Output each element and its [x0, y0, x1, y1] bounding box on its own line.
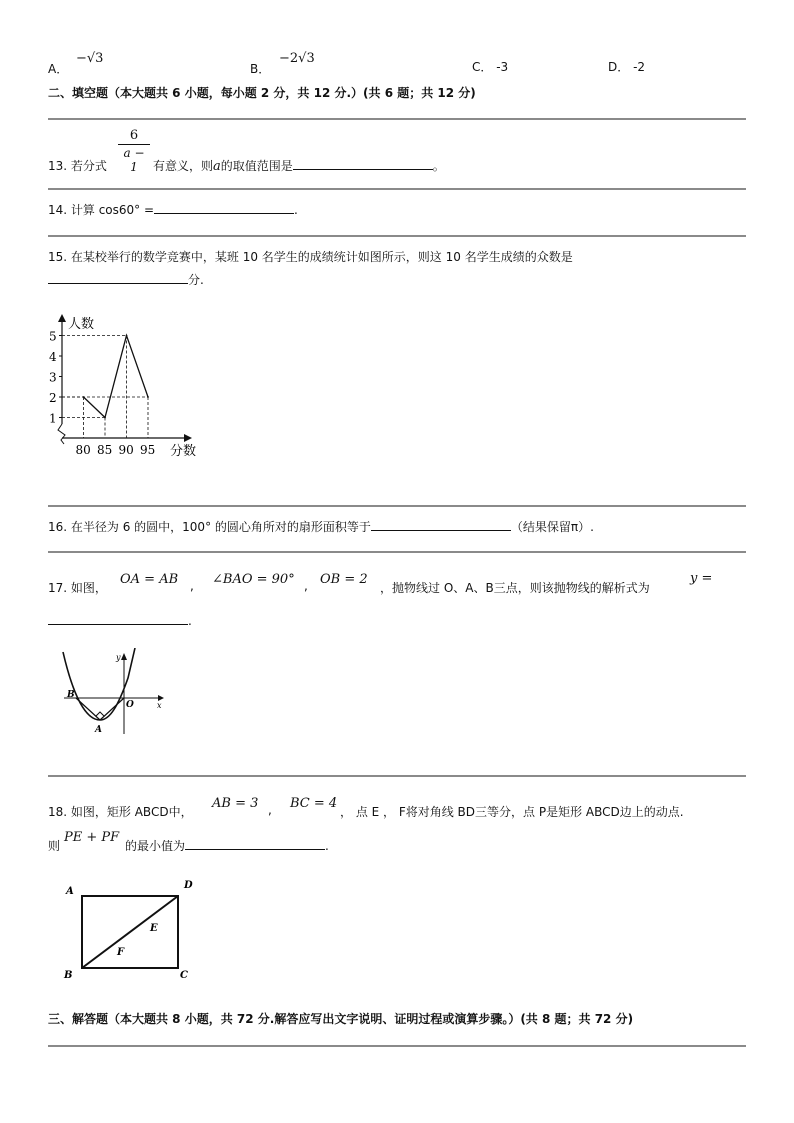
choice-b: [250, 60, 270, 77]
q18-prefix: 18. 如图，矩形 ABCD中，: [48, 805, 193, 819]
section2-heading: 二、填空题（本大题共 6 小题，每小题 2 分，共 12 分.）(共 6 题；共 12 分): [48, 86, 476, 100]
x-axis-label: 分数: [170, 444, 197, 459]
segment-ba: [76, 698, 100, 720]
divider: [48, 1045, 746, 1047]
choice-c: [472, 58, 508, 75]
label-b: B: [67, 690, 75, 700]
q13-var: a: [213, 159, 221, 174]
q13-fraction: [118, 128, 150, 174]
divider: [48, 188, 746, 190]
divider: [48, 505, 746, 507]
label-e: E: [150, 923, 158, 934]
q14-answer-blank[interactable]: [154, 201, 294, 214]
comma: ,: [304, 579, 308, 593]
data-point: [147, 396, 149, 398]
x-tick-label: 95: [140, 443, 156, 457]
q14-text: [48, 201, 298, 218]
q17-eq1: OA = AB: [120, 572, 179, 587]
data-point: [126, 335, 128, 337]
q18-line2-suffix: 的最小值为: [125, 839, 186, 853]
q18-eq2: BC = 4: [290, 796, 338, 811]
label-x: x: [157, 701, 162, 710]
q17-line2: [48, 612, 192, 628]
q16-answer-blank[interactable]: [371, 518, 511, 531]
q17-eq2: ∠BAO = 90°: [212, 572, 295, 587]
rectangle-figure: [60, 874, 200, 984]
segment-ao: [100, 698, 124, 720]
label-o: O: [126, 700, 134, 710]
q18-mid: ， 点 E ， F将对角线 BD三等分，点 P是矩形 ABCD边上的动点.: [340, 805, 684, 819]
x-axis-arrow: [184, 434, 192, 442]
y-tick-label: 5: [49, 329, 57, 344]
q13-text: [153, 157, 445, 174]
choice-d-value: -2: [633, 60, 646, 74]
series-line: [84, 336, 149, 418]
choice-a-value: −√3: [76, 51, 104, 66]
q13-middle: 有意义，则: [153, 159, 214, 173]
q18-answer-blank[interactable]: [185, 837, 325, 850]
q13-suffix: 的取值范围是: [220, 159, 293, 173]
section3-heading: 三、解答题（本大题共 8 小题，共 72 分.解答应写出文字说明、证明过程或演算步骤。）(共 8 题；共 72 分): [48, 1012, 634, 1026]
q18-eq1: AB = 3: [212, 796, 259, 811]
q16-label: 16. 在半径为 6 的圆中，100° 的圆心角所对的扇形面积等于: [48, 520, 371, 534]
q14-label: 14. 计算 cos60° =: [48, 203, 155, 217]
q17-answer-blank[interactable]: [48, 612, 188, 625]
divider: [48, 551, 746, 553]
label-a: A: [95, 725, 102, 735]
divider: [48, 775, 746, 777]
x-tick-label: 90: [118, 443, 134, 457]
choice-c-value: -3: [496, 60, 509, 74]
q15-line2: [48, 271, 204, 288]
q15-text: 15. 在某校举行的数学竞赛中，某班 10 名学生的成绩统计如图所示，则这 10 名学生成绩的众数是: [48, 250, 573, 264]
q18-end: .: [325, 839, 329, 853]
q17-eq3: OB = 2: [320, 572, 368, 587]
choice-b-value: −2√3: [279, 51, 315, 66]
label-a: A: [66, 886, 74, 897]
y-tick-label: 1: [49, 411, 57, 426]
y-axis-arrow: [121, 653, 127, 660]
q13-denominator: a − 1: [123, 146, 145, 174]
x-tick-label: 85: [97, 443, 113, 457]
q13-numerator: 6: [129, 128, 139, 143]
label-c: C: [180, 970, 188, 981]
q13-answer-blank[interactable]: [293, 157, 433, 170]
label-y: y: [116, 653, 121, 662]
q13-prefix: 13. 若分式: [48, 159, 107, 173]
choice-c-label: C．: [472, 60, 493, 74]
choice-d: [608, 58, 645, 75]
q16-end: （结果保留π）.: [510, 520, 594, 534]
q16-text: [48, 518, 594, 535]
y-axis-label: 人数: [68, 317, 95, 332]
right-angle-mark: [96, 712, 104, 716]
q13-end: 。: [432, 159, 445, 173]
q15-answer-blank[interactable]: [48, 271, 188, 284]
q18-line2-prefix: 则: [48, 839, 61, 853]
choice-a: [48, 60, 68, 77]
q17-suffix: ，抛物线过 O、A、B三点，则该抛物线的解析式为: [380, 581, 650, 595]
diagonal-bd: [82, 896, 178, 968]
choice-b-label: B．: [250, 62, 271, 76]
parabola-figure: [58, 648, 170, 740]
data-point: [83, 396, 85, 398]
comma: ,: [268, 803, 272, 817]
choice-d-label: D．: [608, 60, 630, 74]
data-point: [104, 417, 106, 419]
label-f: F: [117, 947, 125, 958]
divider: [48, 118, 746, 120]
q17-prefix: 17. 如图，: [48, 581, 107, 595]
y-tick-label: 4: [49, 350, 57, 364]
choice-a-label: A．: [48, 62, 69, 76]
q18-pe: PE + PF: [64, 830, 120, 845]
q15-end: 分.: [188, 273, 204, 287]
divider: [48, 235, 746, 237]
y-tick-label: 3: [49, 370, 57, 385]
q14-end: .: [294, 203, 298, 217]
x-tick-label: 80: [75, 443, 91, 457]
y-tick-label: 2: [49, 391, 57, 405]
score-chart: [44, 312, 214, 462]
label-d: D: [184, 880, 193, 891]
y-axis-arrow: [58, 314, 66, 322]
q17-y: y =: [690, 571, 713, 586]
comma: ,: [190, 579, 194, 593]
q18-line2: [125, 837, 329, 854]
label-b: B: [64, 970, 73, 981]
axis-break: [58, 424, 65, 444]
q17-end: .: [188, 614, 192, 628]
